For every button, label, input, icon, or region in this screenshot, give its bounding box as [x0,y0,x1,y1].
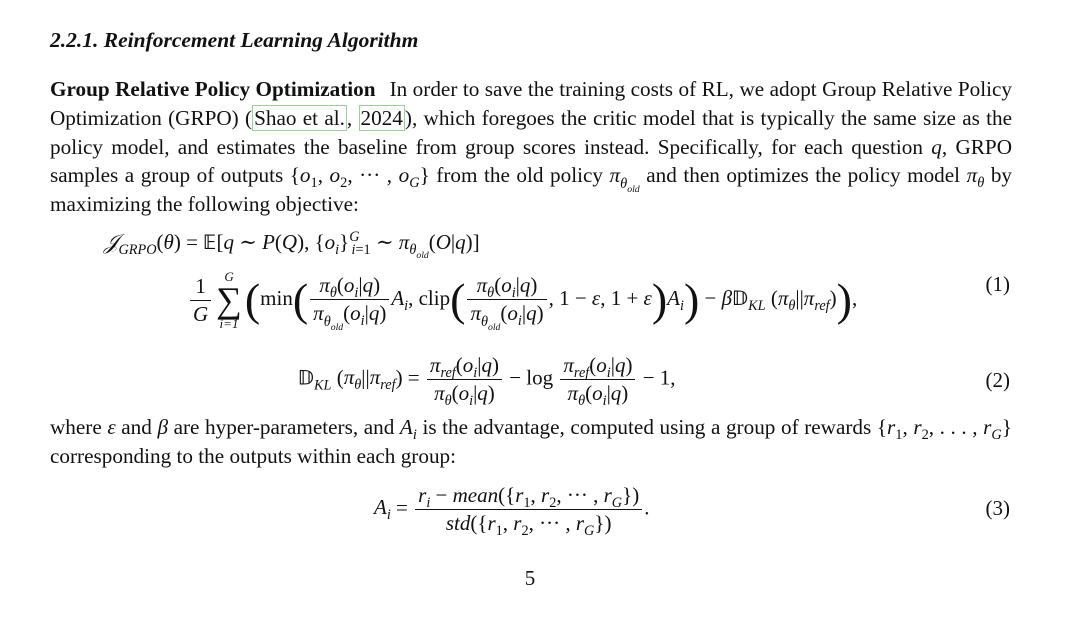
citation-link[interactable] [252,105,347,131]
equation-2: 𝔻$_{KL}$ $(\pi_\theta||\pi_{ref})$ = $\frac{\pi_{ref}(o_i|q)}{\pi_\theta(o_i|q)}$ − log $\frac{\pi_{ref}(o_i|q)}{\pi_\theta(o_i|q)}$ − 1, [298,353,676,410]
citation-author: Shao et al. [254,105,345,130]
page-number: 5 [524,566,536,590]
equation-3-number: (3) [985,496,1010,520]
citation-year-link[interactable] [359,105,405,131]
paragraph-advantage: where ε and β are hyper-parameters, and $A_i$ is the advantage, computed using a group of rewards {$r_1$, $r_2$, . . . , $r_G$} corresponding to the outputs within each group: [50,415,1012,468]
equation-2-number: (2) [985,368,1010,392]
citation-year: 2024 [360,105,403,130]
equation-3: $A_i$ = $\frac{r_i - mean(\{r_1, r_2, \cdot\cdot\cdot , r_G\})}{std(\{r_1, r_2, \cdot\cdot\cdot , r_G\})}$ . [374,483,650,540]
paragraph-grpo-intro: Group Relative Policy Optimization In order to save the training costs of RL, we adopt Group Relative Policy Optimization (GRPO) (Shao et al., 2024), which foregoes the critic model that is typically the same size as the policy model, and estimates the baseline from group scores instead. Specifically, for each question q, GRPO samples a group of outputs {$o_1$, $o_2$, ··· , $o_G$} from the old policy $\pi_{\theta_{old}}$ and then optimizes the policy model $\pi_\theta$ by maximizing the following objective: [50,77,1013,217]
run-in-title: Group Relative Policy Optimization [50,77,376,101]
equation-1-number: (1) [985,272,1010,296]
section-heading: 2.2.1. Reinforcement Learning Algorithm [50,28,419,52]
equation-1-line-1: 𝒥$_{GRPO}$(θ) = 𝔼[q ∼ P(Q), $\{o_i\}^G_{i=1}$ ∼ $\pi_{\theta_{old}}(O|q)$] [104,229,480,262]
equation-1-line-2: $\frac{1}{G}$ G ∑ i=1 (min( $\frac{\pi_\theta(o_i|q)}{\pi_{\theta_{old}}(o_i|q)}$ $A_i$, clip( $\frac{\pi_\theta(o_i|q)}{\pi_{\theta_{old}}(o_i|q)}$ , 1 − ε, $1 + \varepsilon)A_i$) − β𝔻$_{KL}$ $(\pi_\theta||\pi_{ref})$), [188,270,857,330]
